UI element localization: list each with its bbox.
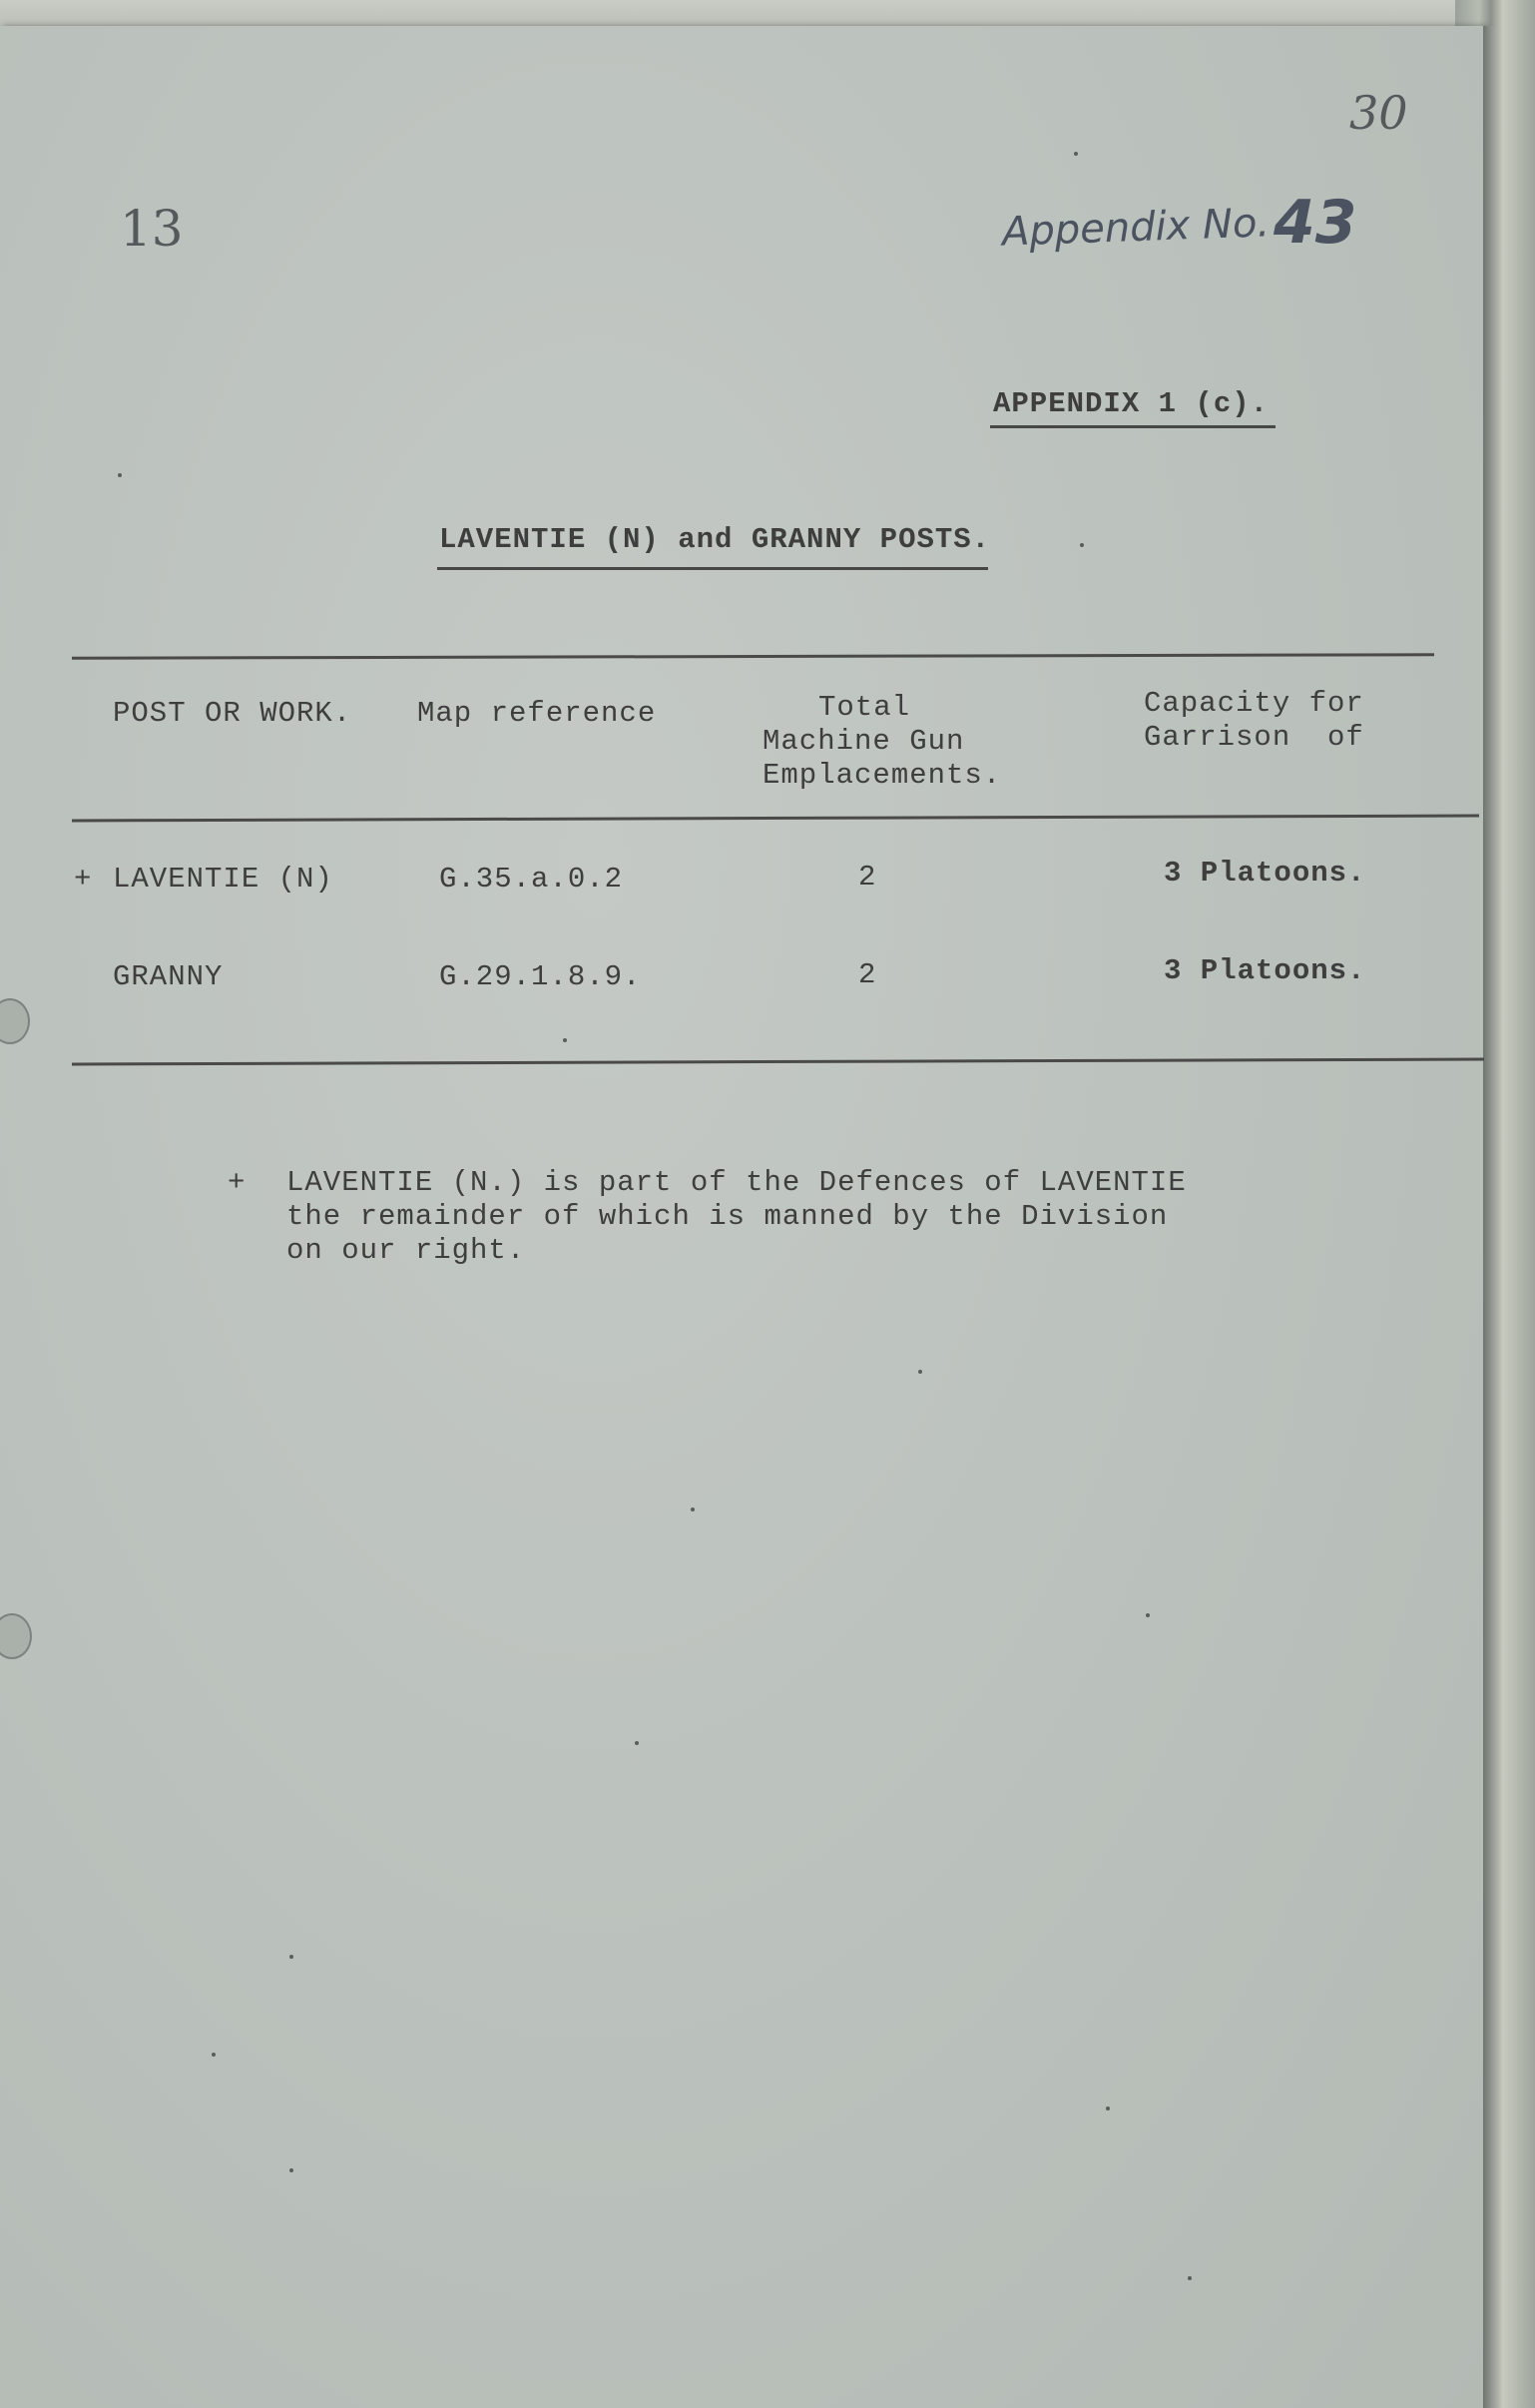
- paper-speck: [1188, 2276, 1192, 2280]
- header-mg-line1: Total: [818, 691, 911, 724]
- table-cell-map: G.35.a.0.2: [439, 863, 624, 896]
- header-map-reference: Map reference: [417, 697, 657, 730]
- paper-speck: [1080, 543, 1084, 547]
- header-mg-line3: Emplacements.: [763, 759, 1002, 792]
- table-cell-mg: 2: [858, 958, 877, 991]
- table-cell-post: LAVENTIE (N): [113, 863, 333, 896]
- paper-speck: [289, 1955, 293, 1959]
- footnote-line-2: the remainder of which is manned by the Division: [286, 1200, 1169, 1233]
- document-title-underline: [437, 567, 988, 570]
- paper-speck: [212, 2053, 216, 2057]
- table-cell-capacity: 3 Platoons.: [1164, 857, 1366, 890]
- page-edge-shadow: [1483, 26, 1497, 2408]
- paper-speck: [1106, 2107, 1110, 2110]
- row-marker: +: [74, 863, 93, 896]
- appendix-stamp-label: Appendix No.: [1001, 200, 1271, 256]
- table-cell-post: GRANNY: [113, 960, 224, 993]
- footnote-line-1: LAVENTIE (N.) is part of the Defences of LAVENTIE: [286, 1166, 1187, 1199]
- table-cell-mg: 2: [858, 861, 877, 894]
- pencil-page-number: 13: [120, 200, 184, 258]
- document-title: LAVENTIE (N) and GRANNY POSTS.: [439, 523, 991, 556]
- header-capacity-line1: Capacity for: [1144, 687, 1364, 720]
- paper-speck: [635, 1741, 639, 1745]
- table-cell-map: G.29.1.8.9.: [439, 960, 642, 993]
- appendix-heading: APPENDIX 1 (c).: [993, 387, 1270, 420]
- paper-speck: [289, 2168, 293, 2172]
- table-cell-capacity: 3 Platoons.: [1164, 954, 1366, 987]
- appendix-stamp-number: 43: [1274, 188, 1357, 258]
- paper-speck: [1074, 152, 1078, 156]
- pencil-folio-number: 30: [1349, 86, 1408, 140]
- paper-speck: [563, 1038, 567, 1042]
- paper-speck: [118, 473, 122, 477]
- paper-speck: [691, 1507, 695, 1511]
- appendix-heading-underline: [990, 425, 1276, 428]
- header-post-or-work: POST OR WORK.: [113, 697, 352, 730]
- paper-speck: [918, 1370, 922, 1374]
- paper-speck: [1146, 1613, 1150, 1617]
- header-capacity-line2: Garrison of: [1144, 721, 1364, 754]
- footnote-marker: +: [228, 1166, 247, 1199]
- header-mg-line2: Machine Gun: [763, 725, 965, 758]
- footnote-line-3: on our right.: [286, 1234, 526, 1267]
